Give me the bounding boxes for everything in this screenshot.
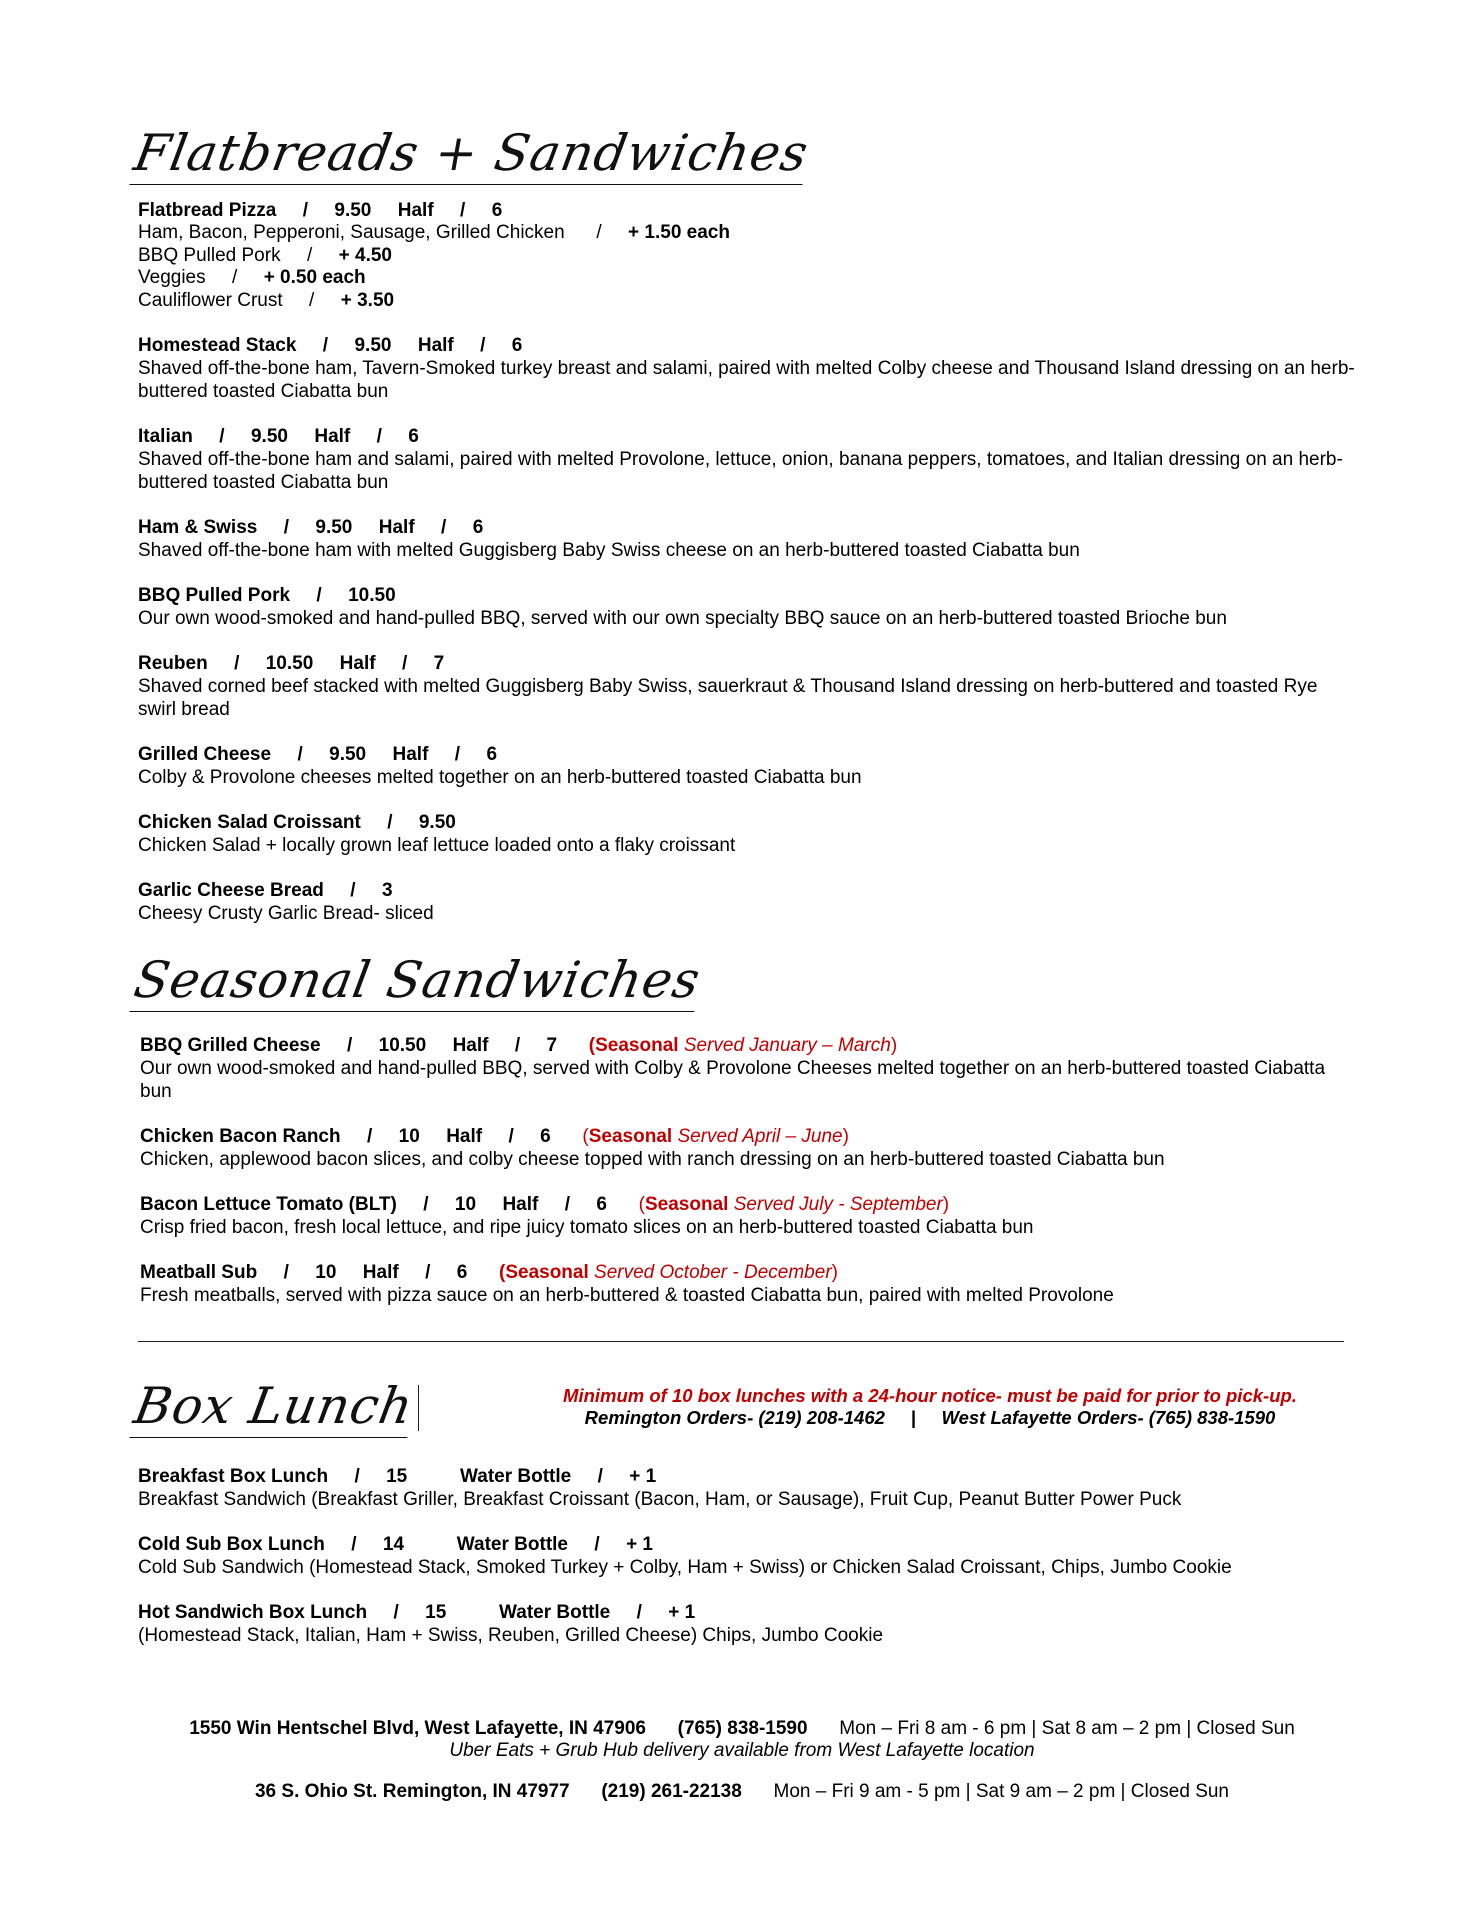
item-description: Shaved off-the-bone ham and salami, paired with melted Provolone, lettuce, onion, banana peppers, tomatoes, and Italian dressing on an herb-buttered toasted Ciabatta bun	[138, 449, 1343, 493]
item-description: Shaved corned beef stacked with melted Guggisberg Baby Swiss, sauerkraut & Thousand Island dressing on herb-buttered and toasted Rye swirl bread	[138, 676, 1318, 720]
menu-item	[138, 584, 1358, 630]
box-lunch-heading	[129, 1377, 418, 1435]
flatbreads-section	[138, 199, 1358, 312]
item-title: Grilled Cheese / 9.50 Half / 6	[138, 744, 498, 765]
item-description: Chicken Salad + locally grown leaf lettuce loaded onto a flaky croissant	[138, 835, 736, 856]
topping-line	[138, 290, 1358, 313]
item-title-row	[140, 1193, 1360, 1216]
seasonal-item	[140, 1261, 1360, 1307]
location-phone: (219) 261-22138	[601, 1781, 742, 1802]
topping-label: Cauliflower Crust /	[138, 289, 341, 311]
item-title: Hot Sandwich Box Lunch / 15 Water Bottle / + 1	[138, 1602, 696, 1623]
menu-item	[138, 879, 1358, 925]
seasonal-tag	[639, 1194, 949, 1215]
location-address: 1550 Win Hentschel Blvd, West Lafayette, IN 47906	[189, 1718, 646, 1739]
seasonal-tag	[589, 1035, 897, 1056]
topping-label: Veggies /	[138, 267, 264, 288]
topping-line	[138, 267, 1358, 290]
seasonal-item	[140, 1125, 1360, 1171]
item-title: Flatbread Pizza / 9.50 Half / 6	[138, 200, 503, 221]
item-description: Crisp fried bacon, fresh local lettuce, and ripe juicy tomato slices on an herb-buttered toasted Ciabatta bun	[140, 1217, 1034, 1238]
location-address: 36 S. Ohio St. Remington, IN 47977	[254, 1781, 570, 1802]
seasonal-dates: Served January – March	[683, 1035, 891, 1056]
box-lunch-note	[430, 1385, 1430, 1429]
item-description: Cold Sub Sandwich (Homestead Stack, Smoked Turkey + Colby, Ham + Swiss) or Chicken Salad Croissant, Chips, Jumbo Cookie	[138, 1557, 1232, 1578]
item-description: Cheesy Crusty Garlic Bread- sliced	[138, 903, 434, 924]
box-lunch-minimum-note: Minimum of 10 box lunches with a 24-hour notice- must be paid for prior to pick-up.	[563, 1385, 1297, 1406]
item-description: Colby & Provolone cheeses melted together on an herb-buttered toasted Ciabatta bun	[138, 767, 862, 788]
item-description: Our own wood-smoked and hand-pulled BBQ, served with our own specialty BBQ sauce on an herb-buttered toasted Brioche bun	[138, 608, 1227, 629]
heading-separator	[418, 1385, 419, 1431]
item-title: Cold Sub Box Lunch / 14 Water Bottle / + 1	[138, 1534, 654, 1555]
seasonal-tag	[499, 1262, 838, 1283]
seasonal-tag	[582, 1126, 848, 1147]
menu-item	[138, 743, 1358, 789]
topping-price: + 3.50	[340, 289, 395, 311]
menu-item	[138, 811, 1358, 857]
topping-label: BBQ Pulled Pork /	[138, 244, 339, 266]
seasonal-close: )	[842, 1126, 849, 1147]
seasonal-list	[140, 1034, 1360, 1307]
sandwich-list	[138, 334, 1358, 925]
item-title: Chicken Bacon Ranch / 10 Half / 6	[140, 1126, 551, 1147]
seasonal-open: (	[588, 1035, 596, 1056]
item-description: Chicken, applewood bacon slices, and colby cheese topped with ranch dressing on an herb-buttered toasted Ciabatta bun	[140, 1149, 1165, 1170]
box-lunch-item	[138, 1465, 1358, 1511]
location-phone: (765) 838-1590	[677, 1718, 808, 1739]
item-title: Italian / 9.50 Half / 6	[138, 426, 419, 447]
item-title: Bacon Lettuce Tomato (BLT) / 10 Half / 6	[140, 1194, 607, 1215]
box-lunch-item	[138, 1533, 1358, 1579]
delivery-note: Uber Eats + Grub Hub delivery available from West Lafayette location	[449, 1740, 1035, 1761]
seasonal-close: )	[890, 1035, 898, 1056]
box-lunch-heading-text: Box Lunch	[129, 1377, 418, 1438]
flatbreads-heading	[129, 124, 813, 182]
item-title: BBQ Grilled Cheese / 10.50 Half / 7	[140, 1035, 558, 1056]
footer-location-line	[0, 1781, 1484, 1803]
footer-location-line	[0, 1718, 1484, 1740]
seasonal-open: (	[499, 1262, 506, 1283]
seasonal-close: )	[942, 1194, 950, 1215]
menu-item	[138, 334, 1358, 403]
seasonal-heading-text: Seasonal Sandwiches	[129, 951, 705, 1012]
footer-west-lafayette	[0, 1718, 1484, 1762]
item-title-row	[140, 1034, 1360, 1057]
location-hours: Mon – Fri 8 am - 6 pm | Sat 8 am – 2 pm | Closed Sun	[839, 1718, 1295, 1739]
topping-price: + 4.50	[338, 244, 392, 266]
item-title: Ham & Swiss / 9.50 Half / 6	[138, 517, 484, 538]
item-title: Breakfast Box Lunch / 15 Water Bottle / + 1	[138, 1466, 657, 1487]
menu-item	[138, 516, 1358, 562]
menu-item	[138, 425, 1358, 494]
topping-line	[138, 222, 1358, 245]
item-description: Breakfast Sandwich (Breakfast Griller, Breakfast Croissant (Bacon, Ham, or Sausage), Fruit Cup, Peanut Butter Power Puck	[138, 1489, 1182, 1510]
seasonal-heading	[129, 951, 705, 1009]
item-description: Shaved off-the-bone ham with melted Guggisberg Baby Swiss cheese on an herb-buttered toasted Ciabatta bun	[138, 540, 1080, 561]
topping-label: Ham, Bacon, Pepperoni, Sausage, Grilled Chicken /	[138, 222, 629, 243]
box-lunch-order-phones: Remington Orders- (219) 208-1462 | West Lafayette Orders- (765) 838-1590	[584, 1407, 1276, 1428]
item-title-row	[140, 1125, 1360, 1148]
seasonal-open: (	[582, 1126, 589, 1147]
menu-item-flatbread-pizza	[138, 199, 1358, 312]
seasonal-dates: Served April – June	[677, 1126, 843, 1147]
location-hours: Mon – Fri 9 am - 5 pm | Sat 9 am – 2 pm | Closed Sun	[773, 1781, 1229, 1802]
seasonal-item	[140, 1034, 1360, 1103]
seasonal-label: Seasonal	[595, 1035, 679, 1056]
box-lunch-item	[138, 1601, 1358, 1647]
topping-line	[138, 245, 1358, 268]
item-title: Chicken Salad Croissant / 9.50	[138, 812, 456, 833]
seasonal-label: Seasonal	[644, 1194, 729, 1215]
item-description: (Homestead Stack, Italian, Ham + Swiss, Reuben, Grilled Cheese) Chips, Jumbo Cookie	[138, 1625, 884, 1646]
seasonal-dates: Served October - December	[594, 1262, 832, 1283]
section-divider	[138, 1341, 1344, 1342]
item-title-row	[140, 1261, 1360, 1284]
footer-remington	[0, 1781, 1484, 1803]
item-description: Fresh meatballs, served with pizza sauce on an herb-buttered & toasted Ciabatta bun, paired with melted Provolone	[140, 1285, 1114, 1306]
seasonal-close: )	[831, 1262, 838, 1283]
item-title: Homestead Stack / 9.50 Half / 6	[138, 335, 523, 356]
flatbreads-heading-text: Flatbreads + Sandwiches	[129, 124, 813, 185]
seasonal-label: Seasonal	[588, 1126, 673, 1147]
seasonal-dates: Served July - September	[733, 1194, 943, 1215]
item-title: Reuben / 10.50 Half / 7	[138, 653, 445, 674]
item-title: BBQ Pulled Pork / 10.50	[138, 585, 396, 606]
topping-price: + 1.50 each	[628, 222, 730, 243]
item-description: Our own wood-smoked and hand-pulled BBQ, served with Colby & Provolone Cheeses melted together on an herb-buttered toasted Ciabatta bun	[140, 1058, 1326, 1102]
item-description: Shaved off-the-bone ham, Tavern-Smoked turkey breast and salami, paired with melted Colby cheese and Thousand Island dressing on an herb-buttered toasted Ciabatta bun	[138, 358, 1355, 402]
item-title: Meatball Sub / 10 Half / 6	[140, 1262, 468, 1283]
menu-item	[138, 652, 1358, 721]
seasonal-item	[140, 1193, 1360, 1239]
item-title: Garlic Cheese Bread / 3	[138, 880, 393, 901]
seasonal-label: Seasonal	[505, 1262, 589, 1283]
box-lunch-list	[138, 1465, 1358, 1647]
topping-price: + 0.50 each	[263, 267, 366, 288]
seasonal-open: (	[638, 1194, 645, 1215]
